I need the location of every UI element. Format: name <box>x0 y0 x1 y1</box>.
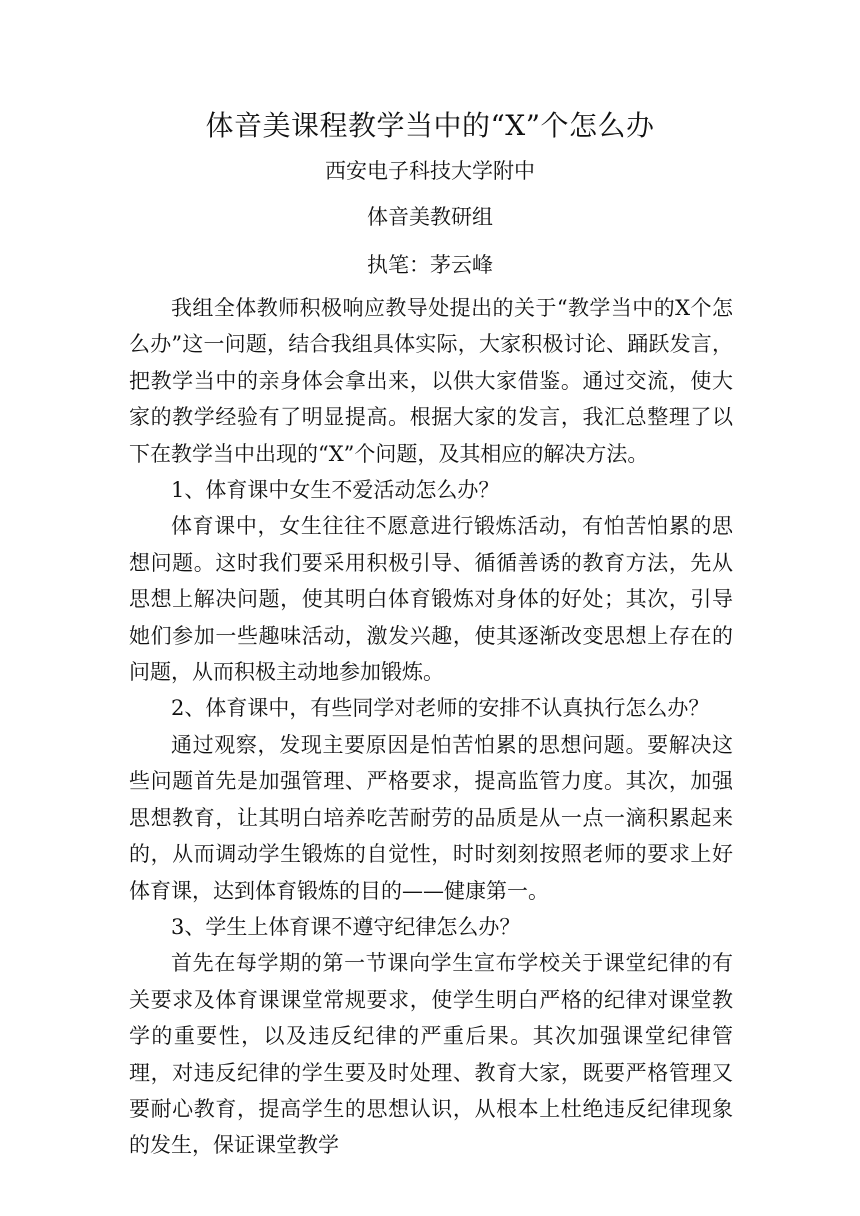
answer-paragraph: 体育课中，女生往往不愿意进行锻炼活动，有怕苦怕累的思想问题。这时我们要采用积极引导、循循善诱的教育方法，先从思想上解决问题，使其明白体育锻炼对身体的好处；其次，引导她们参加一些趣味活动，激发兴趣，使其逐渐改变思想上存在的问题，从而积极主动地参加锻炼。 <box>129 514 733 685</box>
intro-paragraph: 我组全体教师积极响应教导处提出的关于“教学当中的X个怎么办”这一问题，结合我组具体实际，大家积极讨论、踊跃发言，把教学当中的亲身体会拿出来，以供大家借鉴。通过交流，使大家的教学经验有了明显提高。根据大家的发言，我汇总整理了以下在教学当中出现的“X”个问题，及其相应的解决方法。 <box>129 296 733 466</box>
answer-paragraph: 首先在每学期的第一节课向学生宣布学校关于课堂纪律的有关要求及体育课课堂常规要求，使学生明白严格的纪律对课堂教学的重要性，以及违反纪律的严重后果。其次加强课堂纪律管理，对违反纪律的学生要及时处理、教育大家，既要严格管理又要耐心教育，提高学生的思想认识，从根本上杜绝违反纪律现象的发生，保证课堂教学 <box>129 951 733 1158</box>
document-body <box>129 290 733 1164</box>
answer-paragraph: 通过观察，发现主要原因是怕苦怕累的思想问题。要解决这些问题首先是加强管理、严格要求，提高监管力度。其次，加强思想教育，让其明白培养吃苦耐劳的品质是从一点一滴积累起来的，从而调动学生锻炼的自觉性，时时刻刻按照老师的要求上好体育课，达到体育锻炼的目的——健康第一。 <box>129 732 733 903</box>
school-name: 西安电子科技大学附中 <box>325 159 535 183</box>
question-heading: 1、体育课中女生不爱活动怎么办？ <box>171 478 500 503</box>
document-title: 体音美课程教学当中的“X”个怎么办 <box>205 109 655 142</box>
question-heading: 3、学生上体育课不遵守纪律怎么办？ <box>171 914 521 939</box>
question-heading: 2、体育课中，有些同学对老师的安排不认真执行怎么办？ <box>171 696 710 721</box>
author-line: 执笔：茅云峰 <box>367 253 493 277</box>
group-name: 体音美教研组 <box>367 205 493 229</box>
